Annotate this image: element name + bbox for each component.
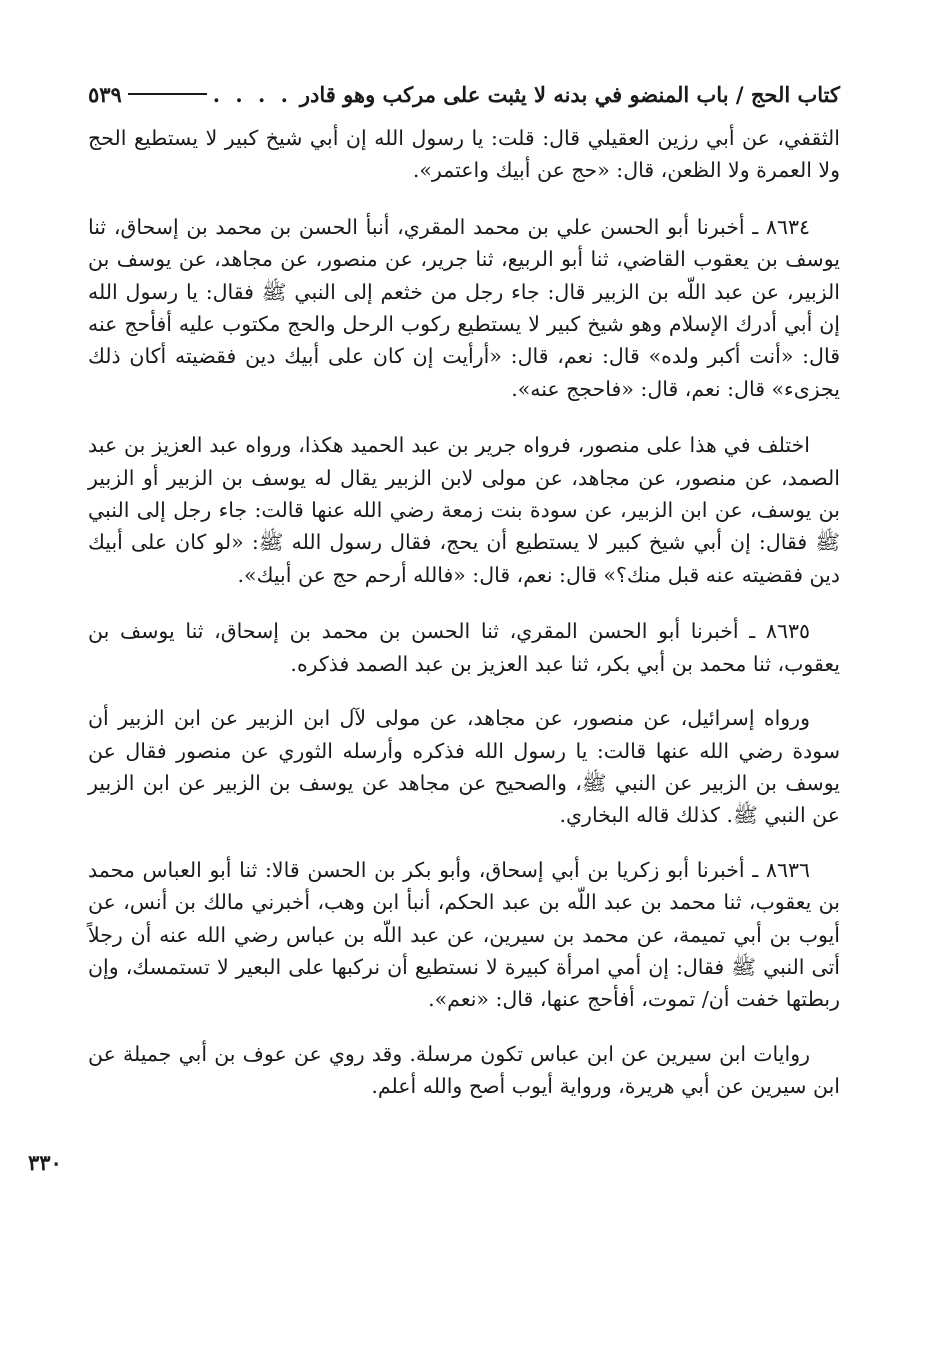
hadith-8636: ٨٦٣٦ ـ أخبرنا أبو زكريا بن أبي إسحاق، وأبو بكر بن الحسن قالا: ثنا أبو العباس محمد بن يعقوب، ثنا محمد بن عبد اللّه بن عبد الحكم، أنبأ ابن وهب، أخبرني مالك بن أنس، عن أيوب بن أبي تميمة، عن محمد بن سيرين، عن عبد اللّه بن عباس رضي الله عنه أن رجلاً أتى النبي ﷺ فقال: إن أمي امرأة كبيرة لا نستطيع أن نركبها على البعير لا تستمسك، وإن ربطتها خفت أن/ تموت، أفأحج عنها، قال: «نعم». [88, 857, 840, 1012]
body-text [88, 122, 840, 1127]
commentary-paragraph: اختلف في هذا على منصور، فرواه جرير بن عبد الحميد هكذا، ورواه عبد العزيز بن عبد الصمد، عن منصور، عن مجاهد، عن مولى لابن الزبير يقال له يوسف بن الزبير أو الزبير بن يوسف، عن ابن الزبير، عن سودة بنت زمعة رضي الله عنها قالت: جاء رجل إلى النبي ﷺ فقال: إن أبي شيخ كبير لا يستطيع أن يحج، فقال رسول الله ﷺ: «لو كان على أبيك دين فقضيته عنه قبل منك؟» قال: نعم، قال: «فالله أرحم حج عن أبيك». [88, 433, 840, 587]
commentary-paragraph: روايات ابن سيرين عن ابن عباس تكون مرسلة. وقد روي عن عوف بن أبي جميلة عن ابن سيرين عن أبي هريرة، ورواية أيوب أصح والله أعلم. [88, 1041, 840, 1099]
hadith-8634: ٨٦٣٤ ـ أخبرنا أبو الحسن علي بن محمد المقري، أنبأ الحسن بن محمد بن إسحاق، ثنا يوسف بن يعقوب القاضي، ثنا أبو الربيع، ثنا جرير، عن منصور، عن مجاهد، عن يوسف بن الزبير، عن عبد اللّه بن الزبير قال: جاء رجل من خثعم إلى النبي ﷺ فقال: يا رسول الله إن أبي أدرك الإسلام وهو شيخ كبير لا يستطيع ركوب الرحل والحج مكتوب عليه أفأحج عنه قال: «أنت أكبر ولده» قال: نعم، قال: «أرأيت إن كان على أبيك دين فقضيته أكان ذلك يجزىء» قال: نعم، قال: «فاحجج عنه». [88, 214, 840, 401]
margin-page-reference: ٣٣٠ [28, 1150, 62, 1175]
header-title: كتاب الحج / باب المنضو في بدنه لا يثبت على مركب وهو قادر [299, 81, 840, 107]
running-header [88, 74, 840, 114]
paragraph-continuation: الثقفي، عن أبي رزين العقيلي قال: قلت: يا رسول الله إن أبي شيخ كبير لا يستطيع الحج ولا العمرة ولا الظعن، قال: «حج عن أبيك واعتمر». [88, 126, 840, 183]
header-rule [128, 93, 207, 95]
commentary-paragraph: ورواه إسرائيل، عن منصور، عن مجاهد، عن مولى لآل ابن الزبير عن ابن الزبير أن سودة رضي الله عنها قالت: يا رسول الله فذكره وأرسله الثوري عن منصور فقال عن يوسف بن الزبير عن النبي ﷺ، والصحيح عن مجاهد عن يوسف بن الزبير عن ابن الزبير عن النبي ﷺ. كذلك قاله البخاري. [88, 706, 840, 828]
page-number: ٥٣٩ [88, 81, 122, 107]
header-ellipsis: . . . . [212, 81, 292, 107]
hadith-8635: ٨٦٣٥ ـ أخبرنا أبو الحسن المقري، ثنا الحسن بن محمد بن إسحاق، ثنا يوسف بن يعقوب، ثنا محمد بن أبي بكر، ثنا عبد العزيز بن عبد الصمد فذكره. [88, 619, 840, 676]
